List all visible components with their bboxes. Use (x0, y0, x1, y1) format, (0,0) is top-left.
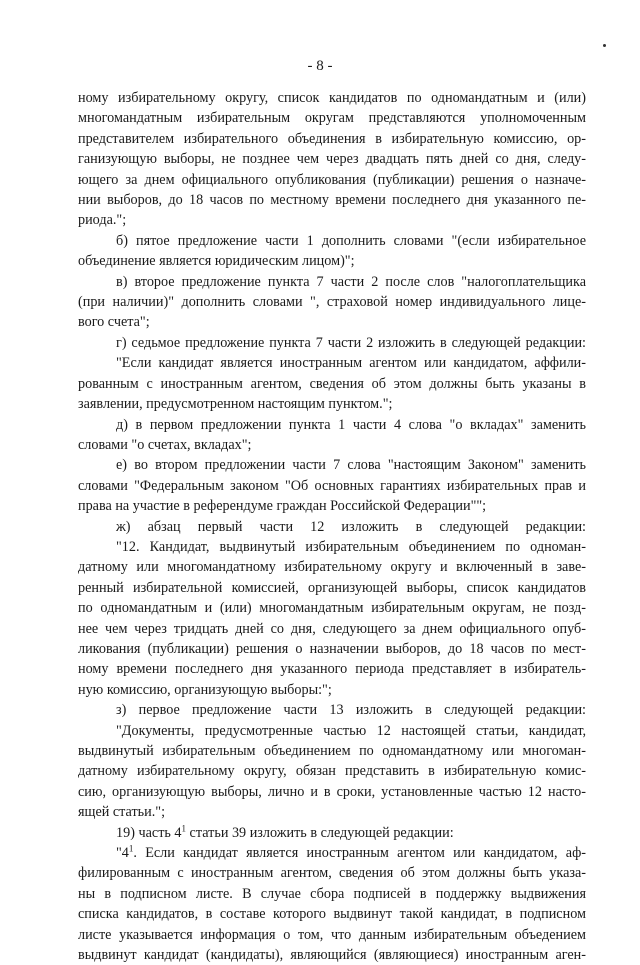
text-line: ганизующую выборы, не позднее чем через двадцать пять дней со дня, следу- (78, 151, 586, 168)
text-line: ящей статьи."; (78, 804, 166, 821)
text-segment: "4 (116, 845, 129, 862)
text-line: "Документы, предусмотренные частью 12 настоящей статьи, кандидат, (116, 722, 586, 739)
text-line: нии выборов, до 18 часов по местному времени последнего дня указанного пе- (78, 192, 586, 209)
superscript: 1 (181, 822, 186, 833)
text-line: объединение является юридическим лицом)"; (78, 253, 355, 270)
text-line: листе указывается информация о том, что данным избирательным объедением (78, 926, 586, 943)
paragraph-g-quote (78, 353, 586, 414)
text-line (78, 843, 586, 863)
document-body (78, 88, 586, 965)
paragraph-4-1-quote (78, 843, 586, 965)
text-line: ны в подписном листе. В случае сбора подписей в поддержку выдвижения (78, 885, 586, 902)
paragraph-19 (78, 823, 586, 843)
text-line: словами "Федеральным законом "Об основных гарантиях избирательных прав и (78, 477, 586, 494)
text-line: выдвинут кандидат (кандидаты), являющийся (являющиеся) иностранным аген- (78, 947, 586, 964)
text-line: заявлении, предусмотренном настоящим пунктом."; (78, 396, 393, 413)
text-segment: . Если кандидат является иностранным агентом или кандидатом, аф- (133, 845, 586, 862)
text-segment: статьи 39 изложить в следующей редакции: (186, 824, 454, 841)
text-line: вого счета"; (78, 314, 150, 331)
text-line: в) второе предложение пункта 7 части 2 после слов "налогоплательщика (116, 273, 586, 290)
paragraph-b (78, 231, 586, 272)
text-line: ному избирательному округу, список кандидатов по одномандатным и (или) (78, 90, 586, 106)
text-line: ренный избирательной комиссией, организующей выборы, список кандидатов (78, 579, 586, 596)
text-line: сию, организующую выборы, лично и в сроки, установленные частью 12 насто- (78, 783, 586, 800)
text-segment: 19) часть 4 (116, 824, 182, 841)
text-line: е) во втором предложении части 7 слова "настоящим Законом" заменить (116, 457, 586, 474)
text-line: филированным с иностранным агентом, сведения об этом должны быть указа- (78, 865, 586, 882)
paragraph-g (78, 333, 586, 353)
text-line: д) в первом предложении пункта 1 части 4 слова "о вкладах" заменить (116, 416, 586, 433)
paragraph-e (78, 455, 586, 516)
text-line: по одномандатным и (или) многомандатным избирательным округам, не позд- (78, 600, 586, 617)
paragraph-v (78, 272, 586, 333)
text-line: права на участие в референдуме граждан Российской Федерации""; (78, 498, 487, 515)
stray-dot-mark (603, 44, 606, 47)
paragraph-d (78, 415, 586, 456)
text-line: датному избирательному округу, обязан представить в избирательную комис- (78, 763, 586, 780)
paragraph-13-quote (78, 721, 586, 823)
text-line: представителем избирательного объединения в избирательную комиссию, ор- (78, 130, 586, 147)
text-line: словами "о счетах, вкладах"; (78, 436, 252, 453)
text-line: ликования (публикации) решения о назначении выборов, до 18 часов по мест- (78, 640, 586, 657)
text-line: риода."; (78, 212, 127, 229)
paragraph-12-quote (78, 537, 586, 700)
paragraph-zh (78, 517, 586, 537)
text-line: б) пятое предложение части 1 дополнить словами "(если избирательное (116, 232, 586, 249)
text-line: датному или многомандатному избирательному округу и включенный в заве- (78, 559, 586, 576)
text-line: г) седьмое предложение пункта 7 части 2 изложить в следующей редакции: (116, 334, 586, 351)
paragraph-z (78, 700, 586, 720)
text-line (78, 823, 586, 843)
text-line: нее чем через тридцать дней со дня, следующего за днем официального опуб- (78, 620, 586, 637)
text-line: "Если кандидат является иностранным агентом или кандидатом, аффили- (116, 355, 586, 372)
paragraph-continuation (78, 88, 586, 231)
superscript: 1 (128, 843, 134, 854)
text-line: многомандатным избирательным округам представляются уполномоченным (78, 110, 586, 127)
text-line: выдвинутый избирательным объединением по одномандатному или многоман- (78, 743, 586, 759)
text-line: ному времени последнего дня указанного периода представляет в избиратель- (78, 661, 586, 678)
text-line: списка кандидатов, в составе которого выдвинут такой кандидат, в подписном (78, 906, 586, 923)
text-line: ную комиссию, организующую выборы:"; (78, 681, 332, 698)
text-line: ющего за днем официального опубликования (публикации) решения о назначе- (78, 171, 586, 188)
text-line: "12. Кандидат, выдвинутый избирательным объединением по одноман- (116, 538, 586, 555)
text-line: з) первое предложение части 13 изложить в следующей редакции: (116, 702, 586, 719)
text-line: (при наличии)" дополнить словами ", страховой номер индивидуального лице- (78, 294, 586, 311)
text-line: рованным с иностранным агентом, сведения об этом должны быть указаны в (78, 375, 586, 392)
page-number: - 8 - (307, 58, 333, 74)
text-line: ж) абзац первый части 12 изложить в следующей редакции: (116, 518, 586, 535)
